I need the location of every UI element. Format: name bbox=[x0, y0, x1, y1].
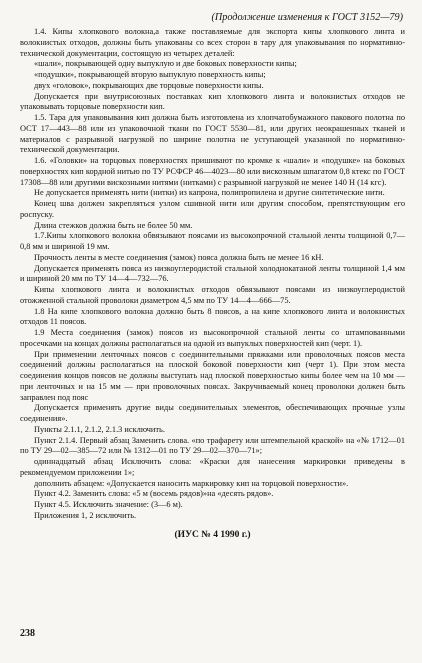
paragraph: Пункт 4.5. Исключить значение: (3—6 м). bbox=[34, 500, 183, 509]
paragraph: Пункт 4.2. Заменить слова: «5 м (восемь рядов)»на «десять рядов». bbox=[34, 489, 274, 499]
paragraph: 1.8 На кипе хлопкового волокна должно быть 8 поясов, а на кипе хлопкового линта и волокнистых отходов 11 поясов. bbox=[20, 306, 405, 327]
paragraph: 1.4. Кипы хлопкового волокна,а также поставляемые для экспорта кипы хлопкового линта и волокнистых отходов, должны быть упакованы со всех сторон в тару для упаковывания по нормативно-технической документации, состоящую из четырех деталей: bbox=[20, 27, 405, 58]
page-number: 238 bbox=[20, 628, 35, 639]
paragraph: «шали», покрывающей одну выпуклую и две боковых поверхности кипы; bbox=[34, 59, 297, 69]
paragraph: Конец шва должен закрепляться узлом сшивной нити или другим способом, препятствующим его роспуску. bbox=[20, 199, 405, 219]
paragraph: Кипы хлопкового линта и волокнистых отходов обвязывают поясами из низкоуглеродистой отожженной стальной проволоки диаметром 4,5 мм по ТУ 14—4—666—75. bbox=[20, 285, 405, 305]
paragraph: При применении ленточных поясов с соединительными пряжками или проволочных поясов места соединений должны располагаться на плоской боковой поверхности кип (черт 1). При этом места соединения концов поясов не должны выступать над плоской поверхностью кипы более чем на 10 мм — при ленточных и на 15 мм — при проволочных поясах. Закручиваемый конец проволоки должен быть заправлен под пояс bbox=[20, 349, 405, 402]
paragraph: «подушки», покрывающей вторую выпуклую поверхность кипы; bbox=[34, 70, 266, 79]
issue-reference: (ИУС № 4 1990 г.) bbox=[174, 529, 251, 540]
paragraph: 1.6. «Головки» на торцовых поверхностях пришивают по кромке к «шали» и «подушке» на боковых поверхностях кип кордной нитью по ТУ РСФСР 46—4023—80 или вискозным шпагатом 0,8 ктекс по ГОСТ 17308—88 или другими вискозными нитями (нитками) с разрывной нагрузкой не менее 140 Н (14 кгс). bbox=[20, 156, 405, 187]
paragraph: Прочность ленты в месте соединения (замок) пояса должна быть не менее 16 кН. bbox=[34, 252, 324, 262]
paragraph: Длина стежков должна быть не более 50 мм. bbox=[34, 220, 193, 230]
paragraph: Приложения 1, 2 исключить. bbox=[34, 510, 137, 520]
paragraph: дополнить абзацем: «Допускается наносить маркировку кип на торцовой поверхности». bbox=[34, 478, 349, 488]
paragraph: двух «головок», покрывающих две торцовые поверхности кипы. bbox=[34, 80, 264, 90]
paragraph: Не допускается применять нити (нитки) из капрона, полипропилена и другие синтетические нити. bbox=[34, 188, 385, 198]
paragraph: 1.9 Места соединения (замок) поясов из высокопрочной стальной ленты со штампованными просечками на концах должны располагаться на одной из выпуклых поверхностей кип (черт. 1). bbox=[20, 328, 405, 348]
paragraph: одиннадцатый абзац Исключить слова: «Краски для нанесения маркировки приведены в рекомендуемом приложении 1»; bbox=[20, 457, 405, 477]
paragraph: Допускается применять другие виды соединительных элементов, обеспечивающих прочные узлы соединения». bbox=[20, 403, 405, 423]
paragraph: 1.7.Кипы хлопкового волокна обвязывают поясами из высокопрочной стальной ленты толщиной 0,7—0,8 мм и шириной 19 мм. bbox=[20, 231, 405, 251]
paragraph: Допускается применять пояса из низкоуглеродистой стальной холоднокатаной ленты толщиной 1,4 мм и шириной 20 мм по ТУ 14—4—732—76. bbox=[20, 263, 405, 284]
paragraph: 1.5. Тара для упаковывания кип должна быть изготовлена из хлопчатобумажного пакового полотна по ОСТ 17—443—88 или из упаковочной ткани по ГОСТ 5530—81, или других неокрашенных тканей и материалов с разрывной нагрузкой по ширине полотна не уступающей указанной по нормативно-технической документации. bbox=[20, 113, 405, 155]
page-header: (Продолжение изменения к ГОСТ 3152—79) bbox=[211, 12, 403, 23]
document-body bbox=[20, 27, 405, 522]
paragraph: Пункт 2.1.4. Первый абзац Заменить слова. «по трафарету или штемпельной краской» на «№ 1712—01 по ТУ 29—02—385—72 или № 1312—01 по ТУ 29—02—370—71»; bbox=[20, 435, 405, 456]
paragraph: Пункты 2.1.1, 2.1.2, 2.1.3 исключить. bbox=[34, 424, 165, 434]
paragraph: Допускается при внутрисоюзных поставках кип хлопкового линта и волокнистых отходов не упаковывать торцовые поверхности кип. bbox=[20, 91, 405, 112]
